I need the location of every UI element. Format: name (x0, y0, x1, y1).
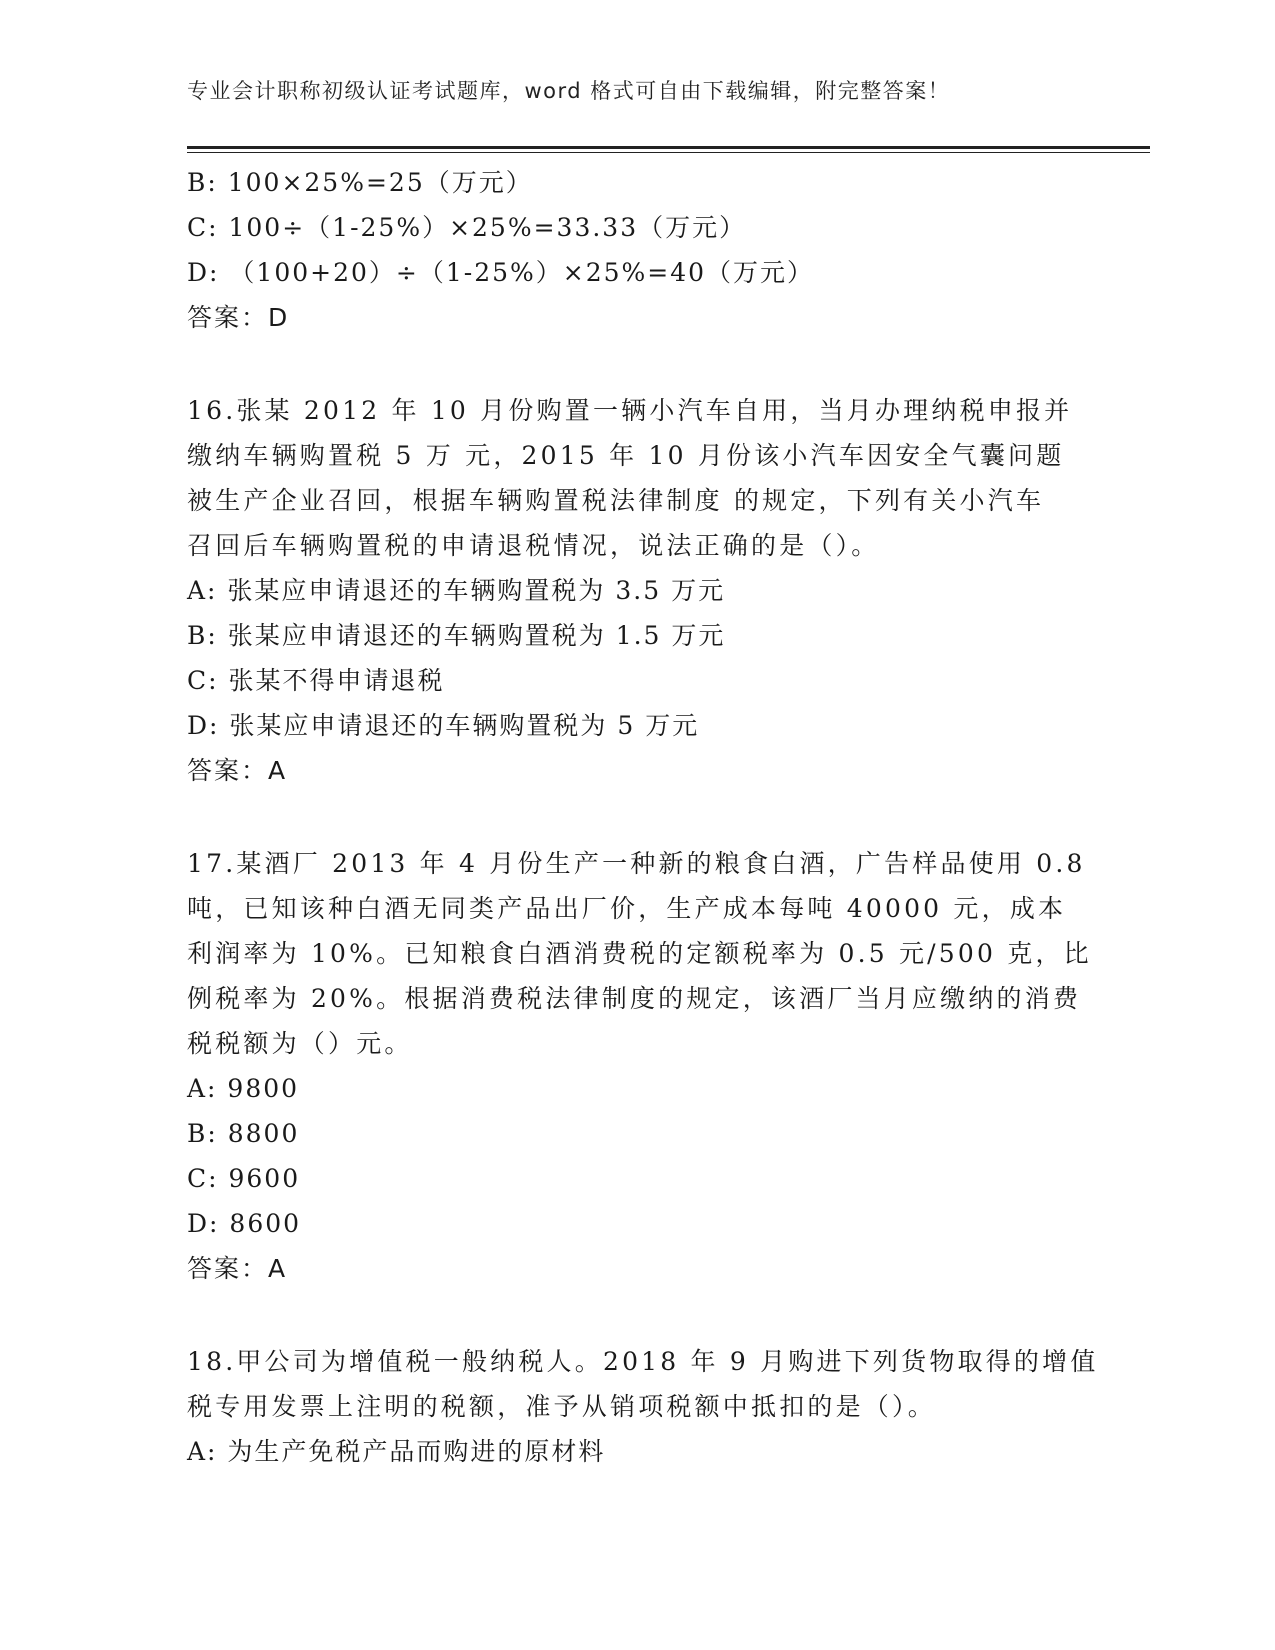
option-d: D: （100+20）÷（1-25%）×25%=40（万元） (187, 258, 815, 287)
question-text-line: 缴纳车辆购置税 5 万 元，2015 年 10 月份该小汽车因安全气囊问题 (187, 441, 1065, 470)
question-text-line: 税专用发票上注明的税额，准予从销项税额中抵扣的是（）。 (187, 1392, 936, 1421)
page-header: 专业会计职称初级认证考试题库，word 格式可自由下载编辑，附完整答案！ (187, 79, 951, 103)
option-b: B: 100×25%=25（万元） (187, 168, 533, 197)
option-a: A: 为生产免税产品而购进的原材料 (187, 1437, 606, 1466)
option-d: D: 张某应申请退还的车辆购置税为 5 万元 (187, 711, 700, 740)
question-text-line: 16.张某 2012 年 10 月份购置一辆小汽车自用，当月办理纳税申报并 (187, 396, 1073, 425)
question-text-line: 被生产企业召回，根据车辆购置税法律制度 的规定，下列有关小汽车 (187, 486, 1045, 515)
question-text-line: 18.甲公司为增值税一般纳税人。2018 年 9 月购进下列货物取得的增值 (187, 1347, 1099, 1376)
question-16-options (187, 568, 1087, 793)
header-rule-thin (187, 152, 1150, 153)
option-d: D: 8600 (187, 1209, 302, 1238)
document-body (187, 160, 1099, 1474)
question-text-line: 吨，已知该种白酒无同类产品出厂价，生产成本每吨 40000 元，成本 (187, 894, 1067, 923)
option-c: C: 100÷（1-25%）×25%=33.33（万元） (187, 213, 747, 242)
question-text-line: 税税额为（）元。 (187, 1029, 413, 1058)
question-17-options (187, 1066, 1087, 1291)
question-15-continued (187, 160, 1087, 340)
question-17 (187, 841, 1092, 1066)
question-16 (187, 388, 1087, 568)
header-rule-thick (187, 146, 1150, 149)
option-b: B: 8800 (187, 1119, 300, 1148)
option-a: A: 张某应申请退还的车辆购置税为 3.5 万元 (187, 576, 726, 605)
question-18-options (187, 1429, 1087, 1474)
option-a: A: 9800 (187, 1074, 300, 1103)
option-c: C: 张某不得申请退税 (187, 666, 445, 695)
question-18 (187, 1339, 1099, 1429)
question-text-line: 利润率为 10%。已知粮食白酒消费税的定额税率为 0.5 元/500 克，比 (187, 939, 1092, 968)
answer: 答案：D (187, 303, 290, 332)
option-b: B: 张某应申请退还的车辆购置税为 1.5 万元 (187, 621, 726, 650)
question-text-line: 召回后车辆购置税的申请退税情况，说法正确的是（）。 (187, 531, 880, 560)
answer: 答案：A (187, 1254, 288, 1283)
question-text-line: 例税率为 20%。根据消费税法律制度的规定，该酒厂当月应缴纳的消费 (187, 984, 1082, 1013)
option-c: C: 9600 (187, 1164, 301, 1193)
answer: 答案：A (187, 756, 288, 785)
question-text-line: 17.某酒厂 2013 年 4 月份生产一种新的粮食白酒，广告样品使用 0.8 (187, 849, 1086, 878)
